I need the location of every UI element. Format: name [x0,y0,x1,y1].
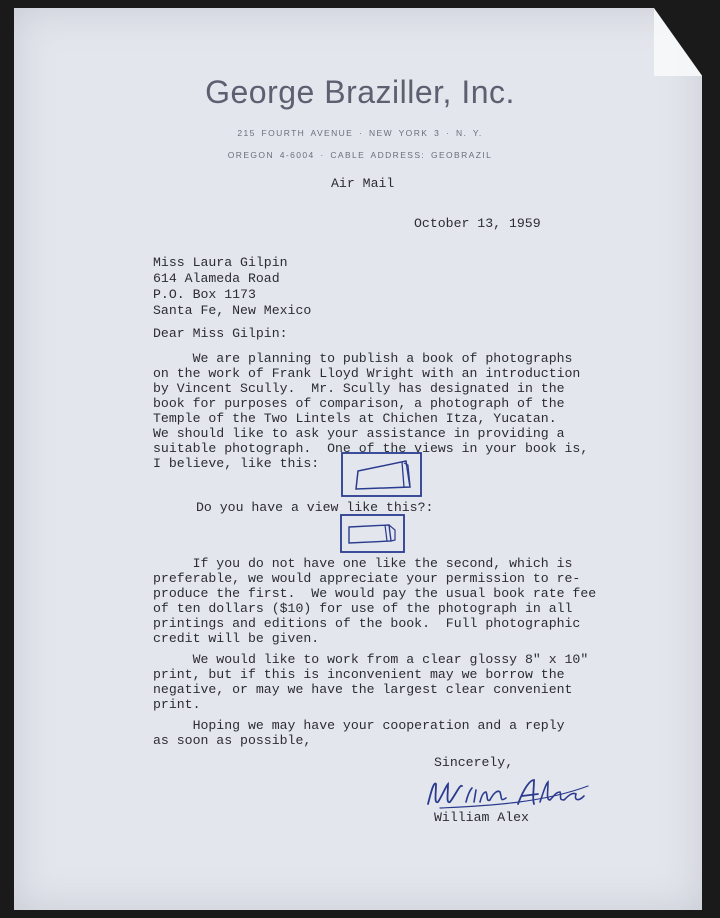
sketch-view-two [339,513,407,555]
text-line: printings and editions of the book. Full photographic [153,616,581,631]
text-line: credit will be given. [153,631,320,646]
text-line: Hoping we may have your cooperation and a reply [153,718,565,733]
text-line: negative, or may we have the largest clear convenient [153,682,573,697]
folded-corner [654,8,702,76]
text-line: I believe, like this: [153,456,320,471]
question-line: Do you have a view like this?: [196,500,434,515]
recipient-street: 614 Alameda Road [153,271,280,286]
recipient-name: Miss Laura Gilpin [153,255,288,270]
signer-name: William Alex [434,810,529,825]
text-line: of ten dollars ($10) for use of the photograph in all [153,601,573,616]
text-line: book for purposes of comparison, a photograph of the [153,396,565,411]
text-line: We are planning to publish a book of photographs [153,351,573,366]
text-line: on the work of Frank Lloyd Wright with an introduction [153,366,581,381]
letterhead-address: 215 FOURTH AVENUE · NEW YORK 3 · N. Y. [237,128,483,138]
text-line: print, but if this is inconvenient may we borrow the [153,667,565,682]
letterhead-company: George Braziller, Inc. [205,74,515,110]
text-line: Temple of the Two Lintels at Chichen Itza, Yucatan. [153,411,557,426]
text-line: We would like to work from a clear glossy 8" x 10" [153,652,589,667]
text-line: print. [153,697,201,712]
recipient-po-box: P.O. Box 1173 [153,287,256,302]
letterhead-contact: OREGON 4-6004 · CABLE ADDRESS: GEOBRAZIL [227,150,493,160]
air-mail-line: Air Mail [331,176,395,191]
text-line: If you do not have one like the second, which is [153,556,573,571]
text-line: preferable, we would appreciate your permission to re- [153,571,581,586]
recipient-city: Santa Fe, New Mexico [153,303,312,318]
text-line: suitable photograph. One of the views in your book is, [153,441,589,456]
sketch-view-one [340,451,424,499]
letter-date: October 13, 1959 [414,216,541,231]
salutation: Dear Miss Gilpin: [153,326,288,341]
text-line: produce the first. We would pay the usual book rate fee [153,586,597,601]
text-line: by Vincent Scully. Mr. Scully has designated in the [153,381,565,396]
text-line: We should like to ask your assistance in providing a [153,426,565,441]
closing: Sincerely, [434,755,514,770]
text-line: as soon as possible, [153,733,312,748]
